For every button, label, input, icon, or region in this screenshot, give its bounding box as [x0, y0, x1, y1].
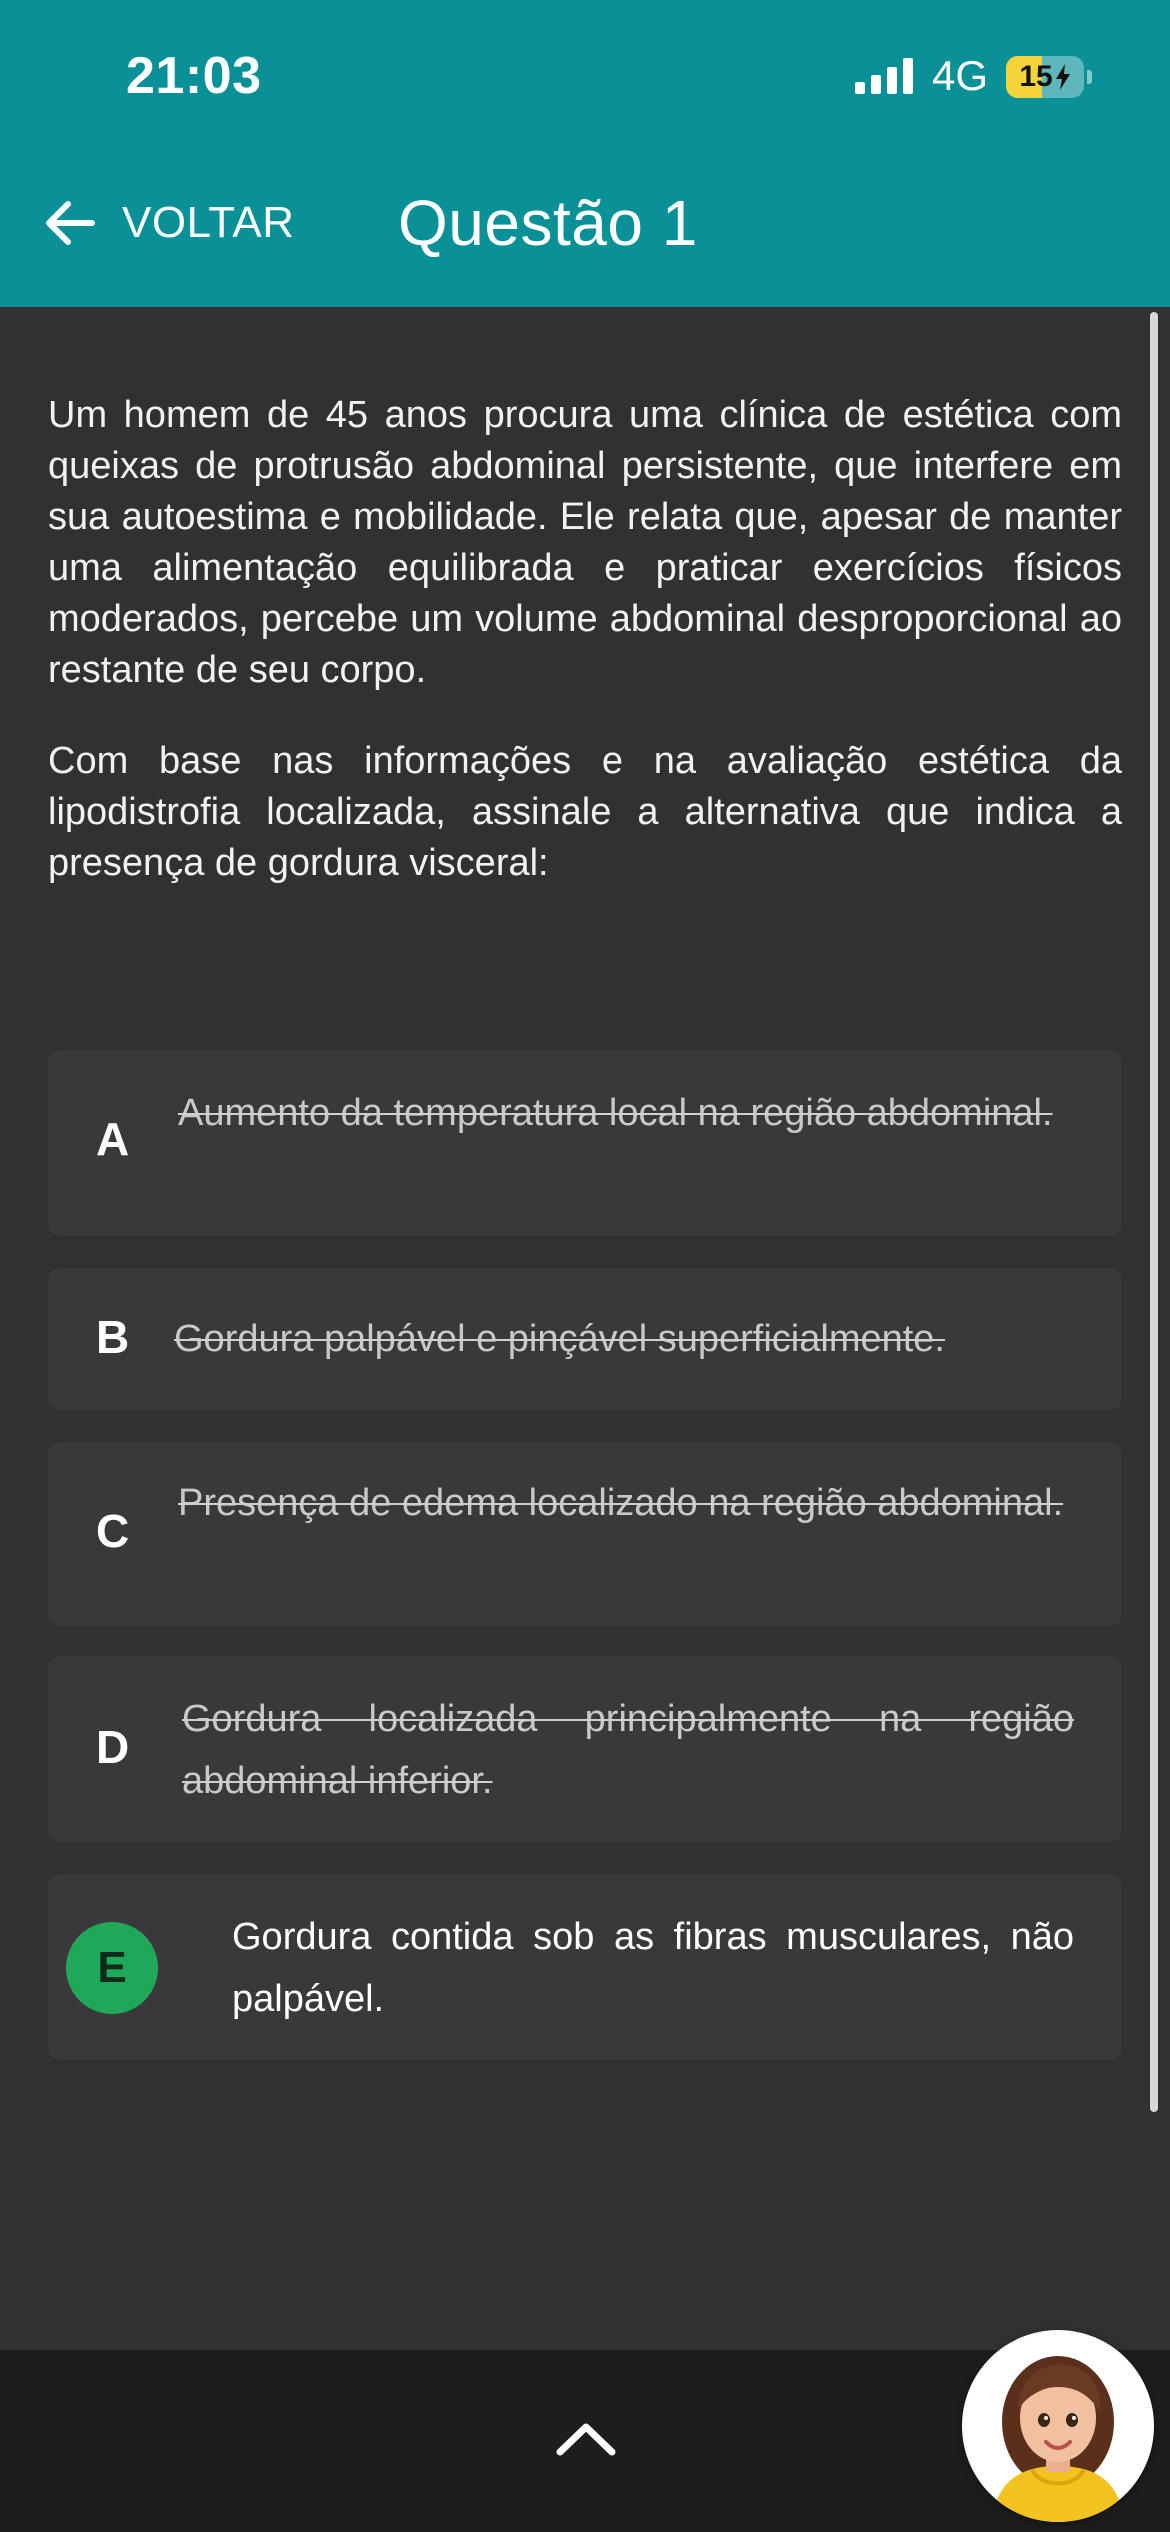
option-c[interactable] [48, 1442, 1122, 1626]
page-title: Questão 1 [398, 187, 698, 259]
scrollbar[interactable] [1150, 312, 1158, 2112]
signal-bars-icon [855, 58, 915, 94]
option-e[interactable] [48, 1874, 1122, 2060]
status-time: 21:03 [126, 47, 262, 105]
back-button[interactable] [40, 186, 295, 260]
assistant-avatar-icon[interactable] [962, 2330, 1154, 2522]
network-type: 4G [932, 52, 989, 99]
question-text [48, 390, 1122, 929]
option-a[interactable] [48, 1050, 1122, 1236]
option-text: Aumento da temperatura local na região abdominal. [178, 1092, 1053, 1134]
app-header [0, 0, 1170, 307]
chevron-up-icon[interactable] [554, 2418, 618, 2458]
option-letter: A [96, 1113, 130, 1165]
option-d[interactable] [48, 1656, 1122, 1842]
option-text: Gordura contida sob as fibras musculares, não palpável. [232, 1916, 1074, 2020]
battery-level: 15 [1006, 56, 1084, 98]
option-letter-selected: E [66, 1922, 158, 2014]
option-b[interactable] [48, 1268, 1122, 1410]
battery-charging-icon [1006, 56, 1092, 98]
question-paragraph: Com base nas informações e na avaliação estética da lipodistrofia localizada, assinale a alternativa que indica a presença de gordura visceral: [48, 740, 1122, 884]
option-letter: B [96, 1311, 130, 1363]
option-text: Gordura localizada principalmente na região abdominal inferior. [182, 1698, 1074, 1802]
option-text: Presença de edema localizado na região abdominal. [178, 1482, 1064, 1524]
option-text: Gordura palpável e pinçável superficialmente. [174, 1318, 945, 1360]
option-letter: C [96, 1505, 130, 1557]
back-label: VOLTAR [122, 198, 295, 247]
arrow-left-icon [40, 193, 100, 253]
option-letter: D [96, 1721, 130, 1773]
question-paragraph: Um homem de 45 anos procura uma clínica de estética com queixas de protrusão abdominal persistente, que interfere em sua autoestima e mobilidade. Ele relata que, apesar de manter uma alimentação equilibrada e praticar exercícios físicos moderados, percebe um volume abdominal desproporcional ao restante de seu corpo. [48, 394, 1122, 691]
